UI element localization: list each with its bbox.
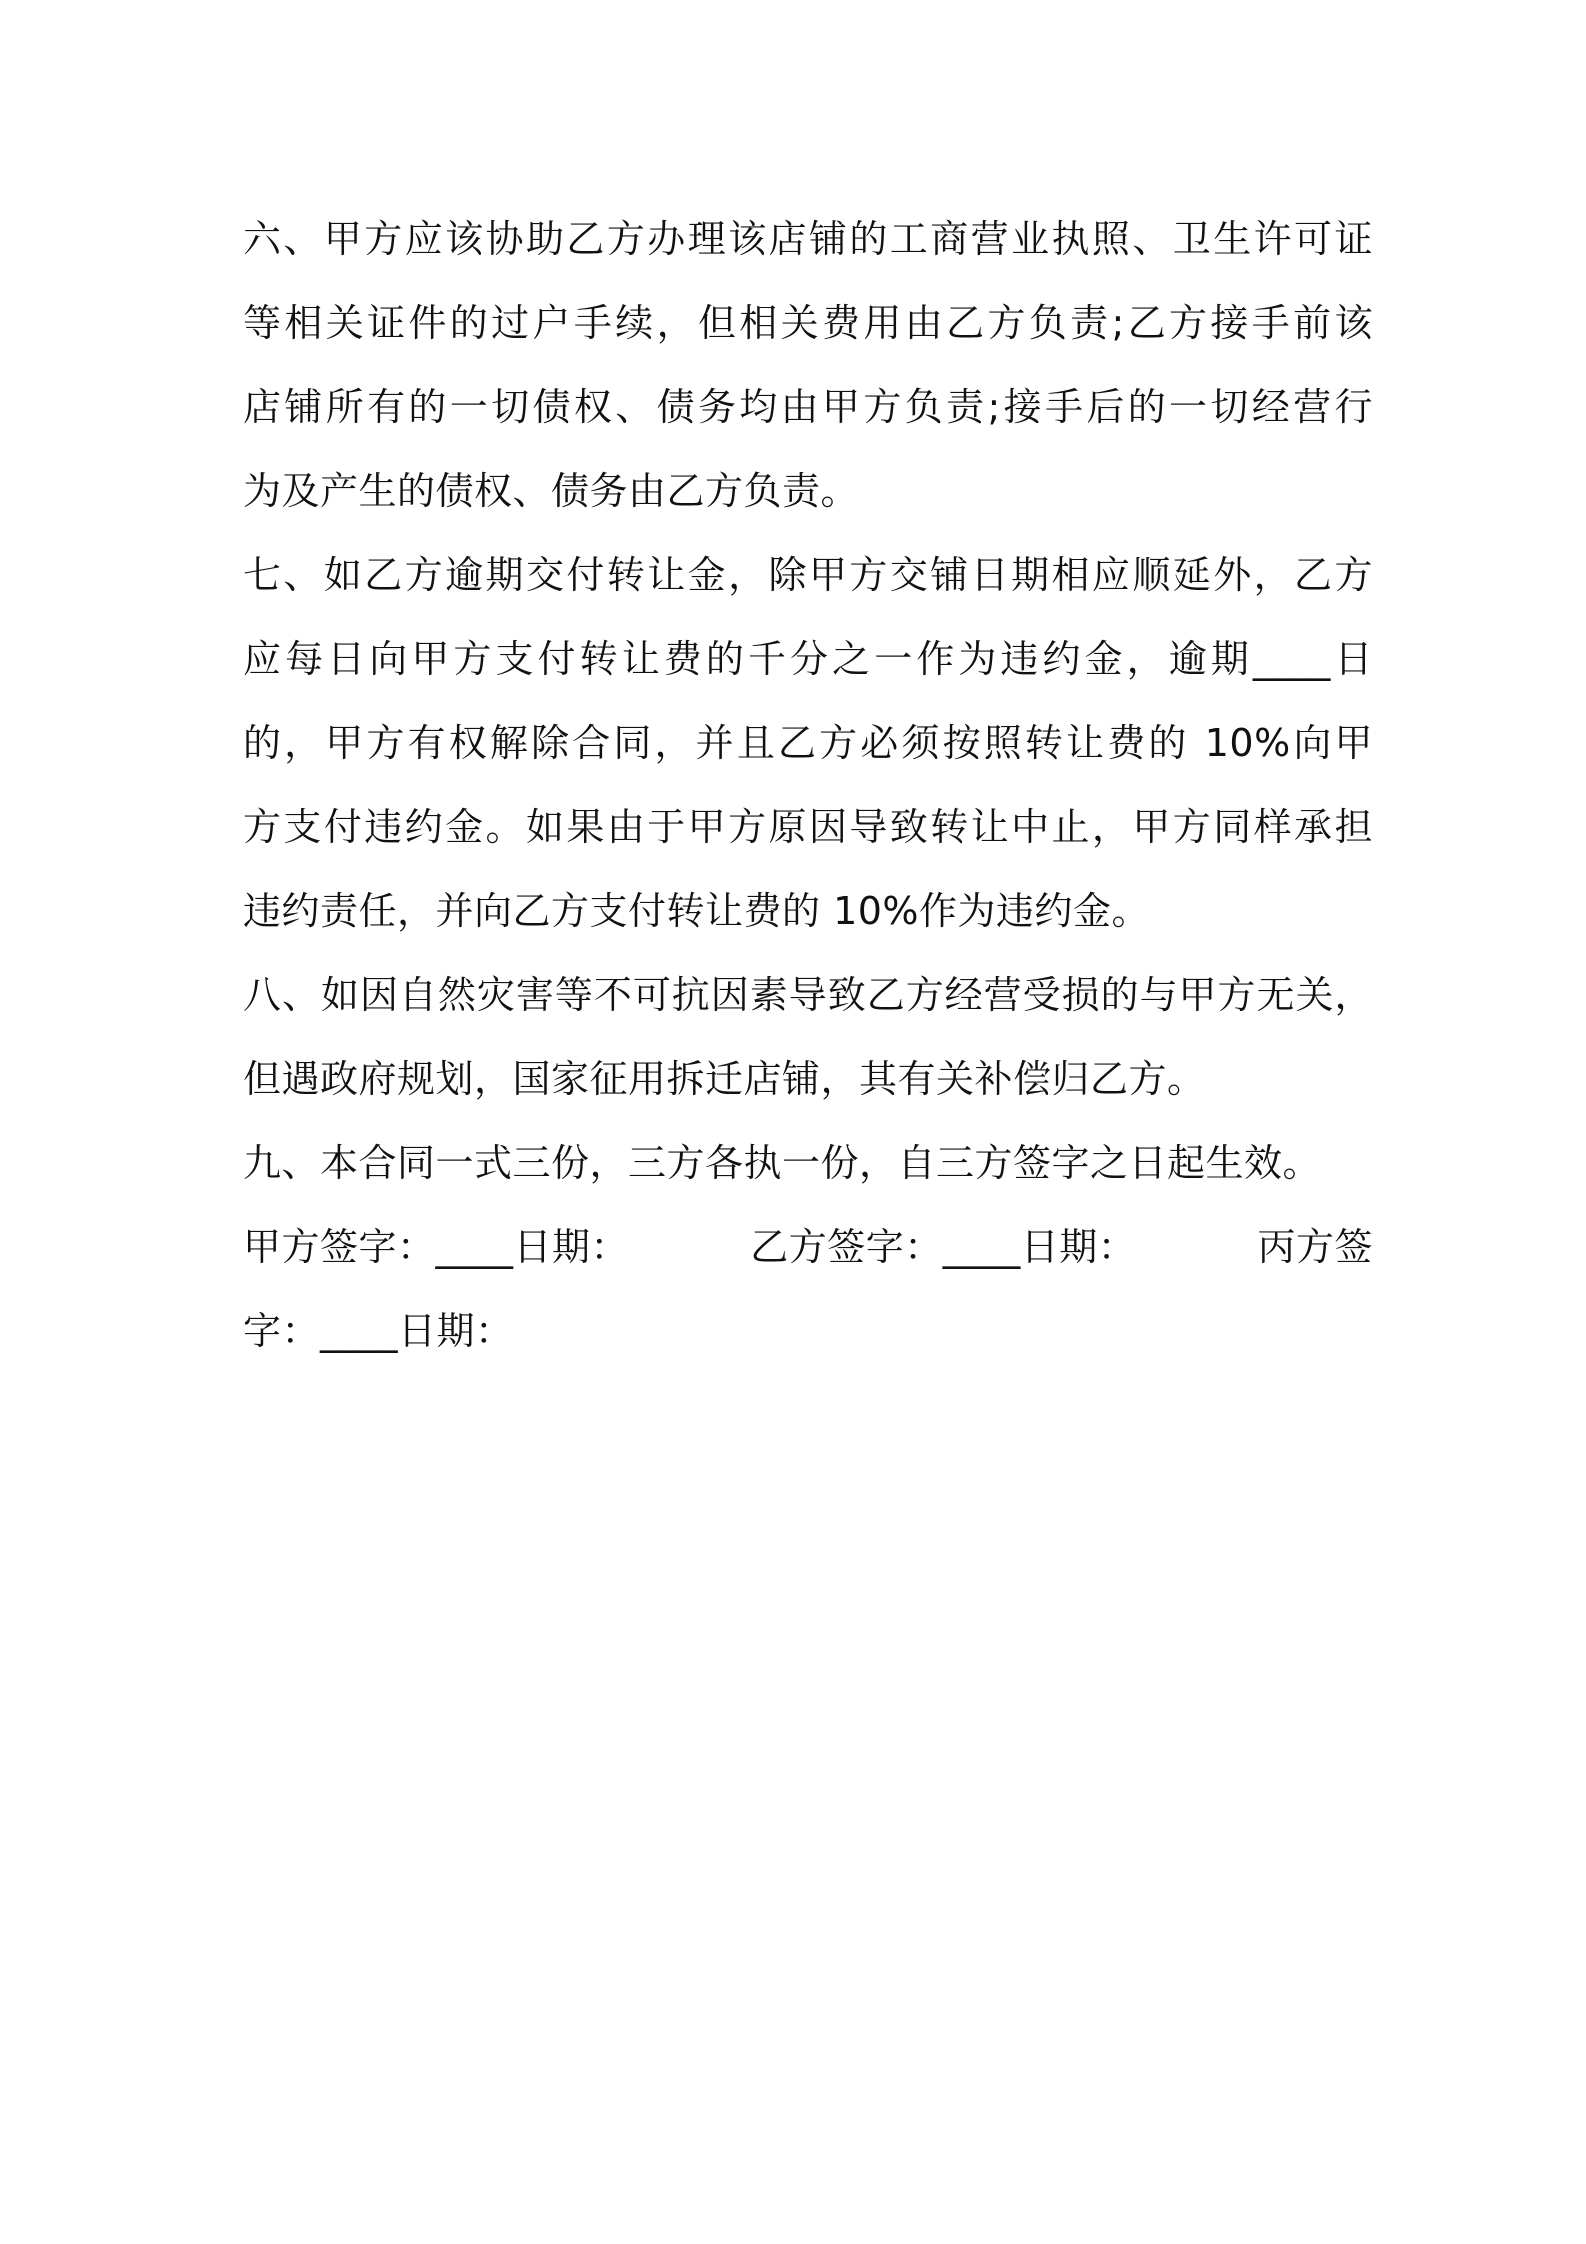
clause-7-line-2: 应每日向甲方支付转让费的千分之一作为违约金，逾期____日 [243, 637, 1373, 681]
contract-text [243, 197, 1373, 1373]
clause-7-line-3: 的，甲方有权解除合同，并且乙方必须按照转让费的 10%向甲 [243, 721, 1373, 765]
clause-8-line-2: 但遇政府规划，国家征用拆迁店铺，其有关补偿归乙方。 [243, 1057, 1206, 1101]
party-a-signature: 甲方签字：____日期： [243, 1225, 630, 1269]
clause-7-line-5: 违约责任，并向乙方支付转让费的 10%作为违约金。 [243, 889, 1151, 933]
clause-6-line-4: 为及产生的债权、债务由乙方负责。 [243, 469, 860, 513]
party-c-signature-start: 丙方签 [1257, 1225, 1373, 1269]
signature-row [243, 1205, 1373, 1289]
clause-6-line-1: 六、甲方应该协助乙方办理该店铺的工商营业执照、卫生许可证 [243, 217, 1373, 261]
clause-8-line-1: 八、如因自然灾害等不可抗因素导致乙方经营受损的与甲方无关， [243, 973, 1373, 1017]
clause-7-line-4: 方支付违约金。如果由于甲方原因导致转让中止，甲方同样承担 [243, 805, 1373, 849]
party-c-signature-end: 字：____日期： [243, 1309, 514, 1353]
clause-6-line-3: 店铺所有的一切债权、债务均由甲方负责;接手后的一切经营行 [243, 385, 1373, 429]
party-b-signature: 乙方签字：____日期： [750, 1225, 1137, 1269]
clause-9-line-1: 九、本合同一式三份，三方各执一份，自三方签字之日起生效。 [243, 1141, 1322, 1185]
clause-6-line-2: 等相关证件的过户手续，但相关费用由乙方负责;乙方接手前该 [243, 301, 1373, 345]
clause-7-line-1: 七、如乙方逾期交付转让金，除甲方交铺日期相应顺延外，乙方 [243, 553, 1373, 597]
